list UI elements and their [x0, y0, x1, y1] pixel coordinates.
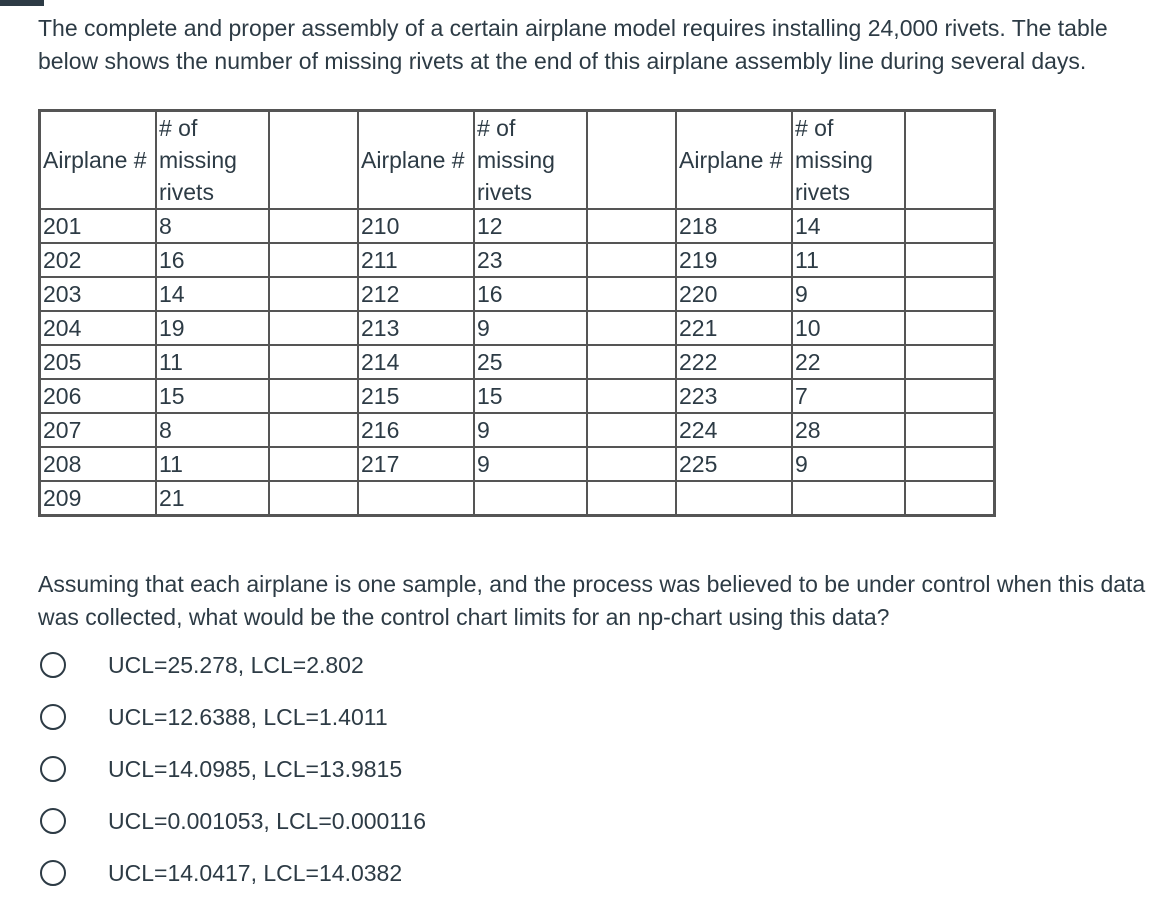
table-cell: 213 — [358, 311, 474, 345]
table-cell: 224 — [676, 413, 792, 447]
table-cell: 202 — [40, 243, 157, 277]
table-cell: 212 — [358, 277, 474, 311]
table-cell: 211 — [358, 243, 474, 277]
answer-option-label: UCL=14.0985, LCL=13.9815 — [108, 755, 403, 782]
table-cell: 14 — [792, 209, 905, 243]
table-cell: 208 — [40, 447, 157, 481]
table-cell: 15 — [156, 379, 269, 413]
table-cell: 25 — [474, 345, 587, 379]
radio-button-icon[interactable] — [40, 860, 66, 886]
table-cell: 217 — [358, 447, 474, 481]
answer-option-3[interactable] — [40, 744, 426, 794]
table-cell — [905, 209, 995, 243]
table-header-cell: # of missing rivets — [474, 111, 587, 210]
table-cell: 210 — [358, 209, 474, 243]
table-cell: 218 — [676, 209, 792, 243]
table-cell: 225 — [676, 447, 792, 481]
answer-option-5[interactable] — [40, 848, 426, 898]
table-cell: 8 — [156, 209, 269, 243]
table-cell — [269, 311, 358, 345]
table-cell: 220 — [676, 277, 792, 311]
table-cell — [269, 277, 358, 311]
answer-option-label: UCL=0.001053, LCL=0.000116 — [108, 807, 427, 834]
table-cell — [792, 481, 905, 516]
table-cell — [905, 243, 995, 277]
table-header-cell — [905, 111, 995, 210]
table-cell: 11 — [156, 447, 269, 481]
table-cell — [676, 481, 792, 516]
answer-options — [40, 640, 426, 900]
table-cell: 9 — [474, 311, 587, 345]
table-header-cell: Airplane # — [676, 111, 792, 210]
table-cell — [587, 311, 676, 345]
table-cell: 22 — [792, 345, 905, 379]
table-cell: 207 — [40, 413, 157, 447]
table-cell — [905, 345, 995, 379]
table-cell — [587, 277, 676, 311]
table-cell: 19 — [156, 311, 269, 345]
table-row — [40, 413, 995, 447]
table-header-cell — [269, 111, 358, 210]
table-cell: 7 — [792, 379, 905, 413]
table-cell: 15 — [474, 379, 587, 413]
table-cell — [269, 447, 358, 481]
table-cell: 11 — [792, 243, 905, 277]
table-cell: 223 — [676, 379, 792, 413]
radio-button-icon[interactable] — [40, 808, 66, 834]
rivets-data-table — [38, 109, 996, 517]
table-cell: 8 — [156, 413, 269, 447]
table-header-cell: # of missing rivets — [156, 111, 269, 210]
table-row — [40, 209, 995, 243]
radio-button-icon[interactable] — [40, 704, 66, 730]
table-cell: 209 — [40, 481, 157, 516]
table-cell: 28 — [792, 413, 905, 447]
answer-option-label: UCL=14.0417, LCL=14.0382 — [108, 859, 403, 886]
question-intro: The complete and proper assembly of a certain airplane model requires installing 24,000 rivets. The table below shows the number of missing rivets at the end of this airplane assembly line during several days. — [38, 15, 1108, 74]
table-cell: 215 — [358, 379, 474, 413]
table-cell: 9 — [474, 447, 587, 481]
table-cell: 12 — [474, 209, 587, 243]
table-row — [40, 243, 995, 277]
answer-option-label: UCL=12.6388, LCL=1.4011 — [108, 703, 388, 730]
table-row — [40, 277, 995, 311]
table-cell: 14 — [156, 277, 269, 311]
answer-option-1[interactable] — [40, 640, 426, 690]
table-cell: 9 — [474, 413, 587, 447]
table-cell: 9 — [792, 447, 905, 481]
table-cell: 16 — [474, 277, 587, 311]
table-cell: 21 — [156, 481, 269, 516]
table-header-cell — [587, 111, 676, 210]
answer-option-4[interactable] — [40, 796, 426, 846]
answer-option-label: UCL=25.278, LCL=2.802 — [108, 651, 364, 678]
table-cell: 16 — [156, 243, 269, 277]
table-cell: 206 — [40, 379, 157, 413]
table-cell — [269, 243, 358, 277]
table-header-cell: Airplane # — [358, 111, 474, 210]
table-cell — [905, 379, 995, 413]
table-cell: 222 — [676, 345, 792, 379]
table-cell: 221 — [676, 311, 792, 345]
table-cell — [905, 447, 995, 481]
table-cell — [358, 481, 474, 516]
table-cell: 214 — [358, 345, 474, 379]
corner-marker — [0, 0, 44, 6]
table-cell — [587, 243, 676, 277]
table-cell — [269, 345, 358, 379]
answer-option-2[interactable] — [40, 692, 426, 742]
table-cell: 216 — [358, 413, 474, 447]
table-cell: 201 — [40, 209, 157, 243]
table-cell — [474, 481, 587, 516]
radio-button-icon[interactable] — [40, 756, 66, 782]
table-cell — [587, 209, 676, 243]
table-cell — [269, 481, 358, 516]
table-row — [40, 379, 995, 413]
table-cell — [905, 277, 995, 311]
table-header-cell: # of missing rivets — [792, 111, 905, 210]
table-cell — [587, 481, 676, 516]
table-cell — [269, 379, 358, 413]
table-cell — [587, 413, 676, 447]
table-cell: 203 — [40, 277, 157, 311]
table-header-cell: Airplane # — [40, 111, 157, 210]
table-row — [40, 345, 995, 379]
table-cell — [905, 481, 995, 516]
table-cell — [905, 413, 995, 447]
table-cell: 10 — [792, 311, 905, 345]
table-cell: 9 — [792, 277, 905, 311]
table-cell: 205 — [40, 345, 157, 379]
table-cell: 11 — [156, 345, 269, 379]
table-cell — [905, 311, 995, 345]
table-cell — [587, 447, 676, 481]
table-row — [40, 447, 995, 481]
table-cell — [269, 209, 358, 243]
question-text: Assuming that each airplane is one sample, and the process was believed to be under control when this data was collected, what would be the control chart limits for an np-chart using this data? — [38, 571, 1146, 630]
table-row — [40, 311, 995, 345]
table-cell — [587, 345, 676, 379]
table-cell: 23 — [474, 243, 587, 277]
table-cell: 204 — [40, 311, 157, 345]
table-cell: 219 — [676, 243, 792, 277]
table-cell — [269, 413, 358, 447]
table-row — [40, 481, 995, 516]
table-cell — [587, 379, 676, 413]
radio-button-icon[interactable] — [40, 652, 66, 678]
table-header-row — [40, 111, 995, 210]
